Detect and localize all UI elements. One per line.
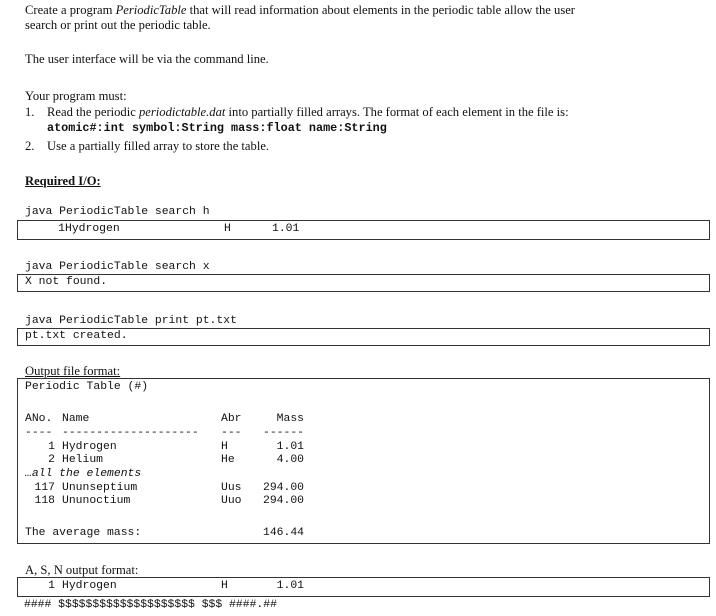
table-row-mass: 294.00 xyxy=(262,482,304,494)
table-row-name: Helium xyxy=(62,454,104,466)
table-row-number: 2 xyxy=(48,454,55,466)
requirement-1-text xyxy=(47,105,707,120)
requirement-1 xyxy=(25,105,34,120)
table-row-mass: 1.01 xyxy=(276,441,304,453)
req1-after: into partially filled arrays. The format of each element in the file is: xyxy=(225,105,569,119)
must-heading: Your program must: xyxy=(25,89,127,103)
average-mass-value: 146.44 xyxy=(262,527,304,539)
col-header-mass: Mass xyxy=(276,413,304,425)
table-row-number: 118 xyxy=(34,495,55,507)
element-mass: 1.01 xyxy=(272,223,300,235)
atomic-number: 1 xyxy=(48,580,55,592)
asn-format-heading: A, S, N output format: xyxy=(25,563,139,577)
table-row-abr: H xyxy=(221,441,228,453)
element-name: Hydrogen xyxy=(62,580,117,592)
atomic-number: 1 xyxy=(58,223,65,235)
asn-pattern: #### $$$$$$$$$$$$$$$$$$$$ $$$ ####.## xyxy=(24,599,277,611)
requirement-2-text: Use a partially filled array to store the table. xyxy=(47,139,270,153)
table-row-abr: Uus xyxy=(221,482,242,494)
separator-abr: --- xyxy=(221,427,242,439)
table-row-number: 117 xyxy=(34,482,55,494)
table-row-abr: Uuo xyxy=(221,495,242,507)
separator-name: -------------------- xyxy=(62,427,199,439)
intro-text: Create a program xyxy=(25,3,116,17)
table-row-mass: 294.00 xyxy=(262,495,304,507)
program-name: PeriodicTable xyxy=(115,3,187,17)
element-symbol: H xyxy=(221,580,228,592)
command-search-x: java PeriodicTable search x xyxy=(25,261,210,273)
table-row-number: 1 xyxy=(48,441,55,453)
table-row-mass: 4.00 xyxy=(276,454,304,466)
table-row-name: Ununseptium xyxy=(62,482,138,494)
element-name: Hydrogen xyxy=(65,223,120,235)
format-spec: atomic#:int symbol:String mass:float name:String xyxy=(47,121,387,135)
created-message: pt.txt created. xyxy=(25,330,128,342)
output-format-heading: Output file format: xyxy=(25,364,121,378)
intro-paragraph xyxy=(25,3,705,18)
all-elements-note: …all the elements xyxy=(25,468,142,480)
intro-text-cont: that will read information about elements in the periodic table allow the user xyxy=(186,3,576,17)
separator-mass: ------ xyxy=(262,427,304,439)
command-print: java PeriodicTable print pt.txt xyxy=(25,315,237,327)
not-found-message: X not found. xyxy=(25,276,108,288)
element-mass: 1.01 xyxy=(276,580,304,592)
col-header-abr: Abr xyxy=(221,413,242,425)
required-io-heading: Required I/O: xyxy=(25,174,101,188)
element-symbol: H xyxy=(224,223,231,235)
output-box-search-x xyxy=(17,274,710,292)
data-filename: periodictable.dat xyxy=(138,105,226,119)
command-search-h: java PeriodicTable search h xyxy=(25,206,210,218)
list-number: 1. xyxy=(25,105,35,119)
output-box-print xyxy=(17,328,710,346)
col-header-ano: ANo. xyxy=(25,413,53,425)
col-header-name: Name xyxy=(62,413,90,425)
intro-line2: search or print out the periodic table. xyxy=(25,18,211,32)
ui-note: The user interface will be via the command line. xyxy=(25,52,269,66)
table-title: Periodic Table (#) xyxy=(25,381,149,393)
table-row-name: Hydrogen xyxy=(62,441,117,453)
output-format-box xyxy=(17,378,710,544)
table-row-abr: He xyxy=(221,454,235,466)
asn-output-box xyxy=(17,577,710,597)
req1-before: Read the periodic xyxy=(47,105,139,119)
average-mass-label: The average mass: xyxy=(25,527,142,539)
separator-ano: ---- xyxy=(25,427,53,439)
output-box-search-h xyxy=(17,220,710,240)
table-row-name: Ununoctium xyxy=(62,495,131,507)
requirement-2-num: 2. xyxy=(25,139,35,153)
